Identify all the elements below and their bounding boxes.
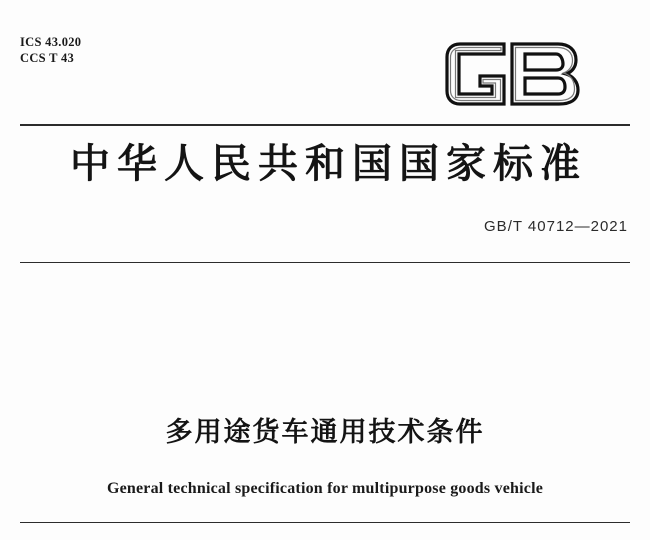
ics-code: ICS 43.020 — [20, 35, 82, 49]
divider-top — [20, 124, 630, 126]
document-title-chinese: 多用途货车通用技术条件 — [165, 417, 485, 448]
national-standard-title: 中华人民共和国国家标准 — [70, 141, 587, 187]
standard-number: GB/T 40712—2021 — [484, 218, 628, 235]
divider-middle — [20, 262, 630, 263]
document-title-english: General technical specification for multipurpose goods vehicle — [106, 480, 544, 497]
document-meta — [20, 34, 81, 66]
ccs-code: CCS T 43 — [20, 51, 75, 65]
divider-bottom — [20, 522, 630, 523]
gb-logo-icon — [440, 38, 588, 110]
